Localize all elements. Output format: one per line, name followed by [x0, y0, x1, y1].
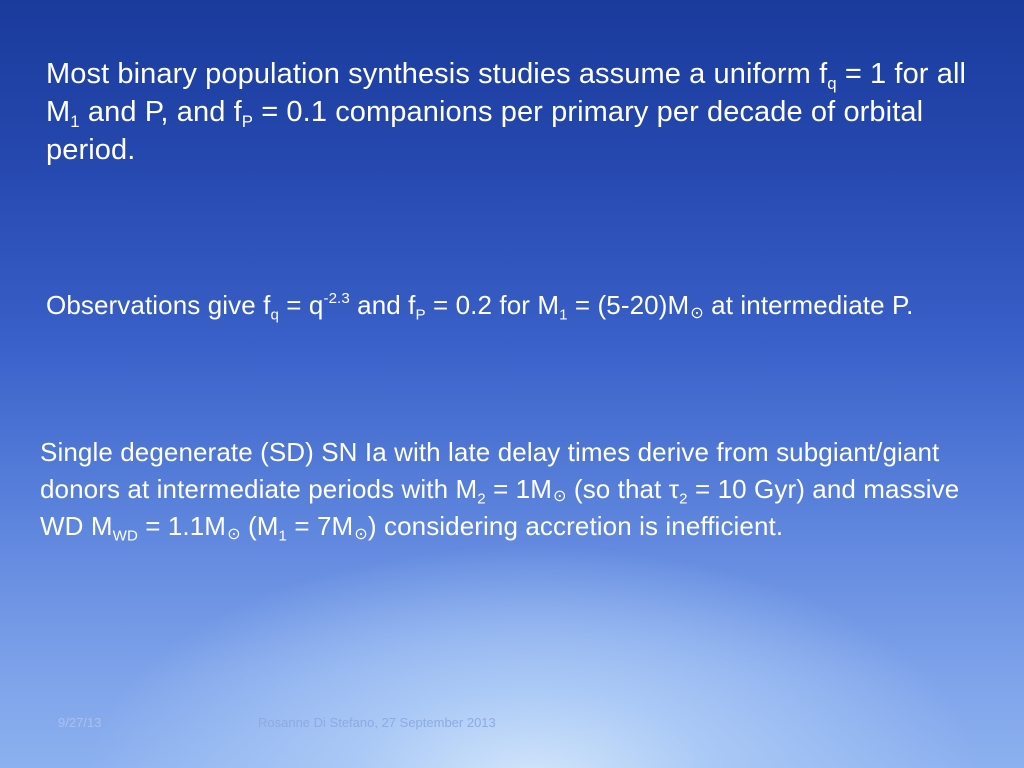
- text-run: (so that τ: [566, 473, 680, 504]
- solar-mass-symbol: ⊙: [227, 523, 241, 543]
- subscript: q: [827, 73, 837, 93]
- solar-mass-symbol: ⊙: [354, 523, 368, 543]
- paragraph-synthesis-assumption: [46, 56, 986, 170]
- text-run: = 10 Gyr) and massive WD M: [40, 473, 960, 542]
- text-run: = (5-20)M: [567, 290, 690, 320]
- subscript: P: [415, 306, 426, 324]
- subscript: q: [270, 306, 279, 324]
- subscript: 1: [559, 306, 568, 324]
- paragraph-sd-sn-ia: [40, 434, 990, 546]
- footer-credit: Rosanne Di Stefano, 27 September 2013: [258, 715, 496, 730]
- text-run: ) considering accretion is inefficient.: [367, 511, 784, 542]
- text-run: = q: [278, 290, 324, 320]
- solar-mass-symbol: ⊙: [553, 486, 567, 506]
- subscript: 2: [477, 490, 486, 508]
- text-run: (M: [240, 511, 279, 542]
- superscript: -2.3: [323, 290, 350, 308]
- subscript: 2: [679, 490, 688, 508]
- text-run: = 0.2 for M: [425, 290, 560, 320]
- subscript: 1: [278, 527, 288, 545]
- subscript: WD: [112, 527, 138, 545]
- text-run: = 0.1 companions per primary per decade of orbital period.: [46, 95, 924, 166]
- paragraph-observations: [46, 287, 986, 324]
- text-run: = 7M: [287, 511, 354, 542]
- text-run: = 1M: [485, 473, 552, 504]
- solar-mass-symbol: ⊙: [690, 302, 704, 322]
- text-run: Most binary population synthesis studies assume a uniform f: [46, 58, 828, 90]
- text-run: = 1 for all M: [46, 58, 967, 128]
- subscript: P: [241, 111, 254, 131]
- text-run: = 1.1M: [137, 511, 227, 542]
- text-run: Single degenerate (SD) SN Ia with late delay times derive from subgiant/giant donors at intermediate periods with M: [40, 437, 940, 504]
- text-run: and P, and f: [79, 95, 242, 128]
- text-run: at intermediate P.: [703, 290, 914, 320]
- footer-date: 9/27/13: [58, 715, 102, 730]
- subscript: 1: [70, 111, 80, 131]
- text-run: and f: [349, 290, 416, 320]
- text-run: Observations give f: [46, 290, 271, 320]
